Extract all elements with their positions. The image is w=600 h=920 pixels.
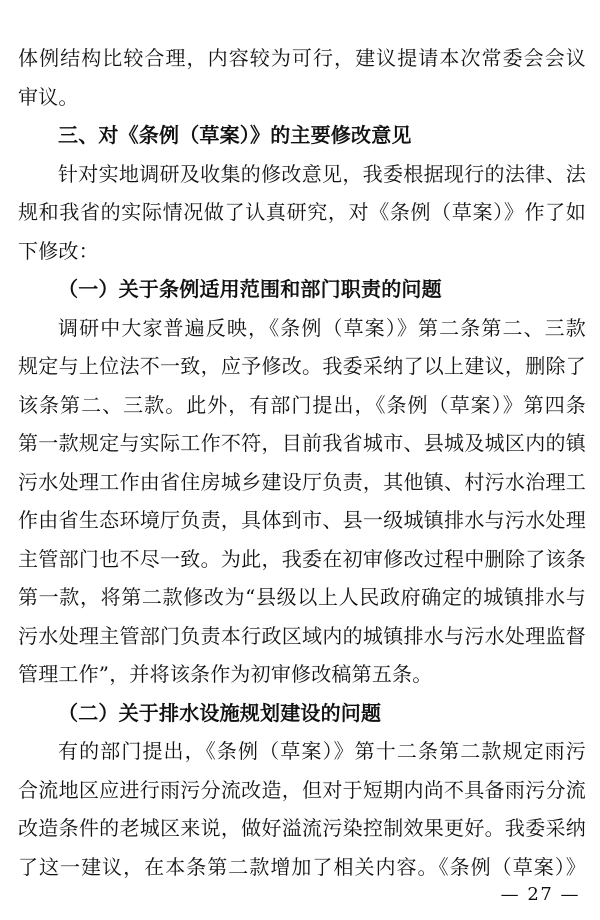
body-line: 有的部门提出，《条例（草案）》第十二条第二款规定雨污	[58, 739, 586, 763]
body-line: 作由省生态环境厅负责，具体到市、县一级城镇排水与污水处理	[18, 508, 586, 532]
body-line: 了这一建议，在本条第二款增加了相关内容。《条例（草案）》	[18, 854, 586, 879]
document-body	[18, 39, 586, 886]
page-number: — 27 —	[500, 884, 580, 905]
body-line: 污水处理工作由省住房城乡建设厅负责，其他镇、村污水治理工	[18, 469, 586, 494]
subsection-heading	[18, 270, 586, 309]
paragraph	[18, 309, 586, 694]
section-heading	[18, 116, 586, 155]
body-line: 下修改：	[18, 238, 99, 263]
body-line: 规定与上位法不一致，应予修改。我委采纳了以上建议，删除了	[18, 354, 586, 378]
body-line: 合流地区应进行雨污分流改造，但对于短期内尚不具备雨污分流	[18, 777, 586, 802]
paragraph-continuation	[18, 39, 586, 116]
body-line: 第一款规定与实际工作不符，目前我省城市、县城及城区内的镇	[18, 431, 586, 455]
body-line: 第一款，将第二款修改为“县级以上人民政府确定的城镇排水与	[18, 585, 586, 609]
body-line: 体例结构比较合理，内容较为可行，建议提请本次常委会会议	[18, 46, 586, 70]
body-line: 针对实地调研及收集的修改意见，我委根据现行的法律、法	[58, 161, 586, 186]
body-line: 管理工作”，并将该条作为初审修改稿第五条。	[18, 662, 433, 686]
section-heading-text: 三、对《条例（草案）》的主要修改意见	[58, 123, 412, 147]
body-line: 审议。	[18, 84, 79, 109]
body-line: 污水处理主管部门负责本行政区域内的城镇排水与污水处理监督	[18, 623, 586, 648]
paragraph	[18, 155, 586, 271]
paragraph	[18, 732, 586, 886]
body-line: 该条第二、三款。此外，有部门提出，《条例（草案）》第四条	[18, 392, 586, 417]
subsection-heading-text: （二）关于排水设施规划建设的问题	[58, 700, 382, 725]
body-line: 调研中大家普遍反映，《条例（草案）》第二条第二、三款	[58, 315, 586, 340]
body-line: 改造条件的老城区来说，做好溢流污染控制效果更好。我委采纳	[18, 816, 586, 840]
subsection-heading	[18, 694, 586, 733]
subsection-heading-text: （一）关于条例适用范围和部门职责的问题	[58, 277, 442, 301]
body-line: 主管部门也不尽一致。为此，我委在初审修改过程中删除了该条	[18, 546, 586, 571]
body-line: 规和我省的实际情况做了认真研究，对《条例（草案）》作了如	[18, 200, 586, 224]
